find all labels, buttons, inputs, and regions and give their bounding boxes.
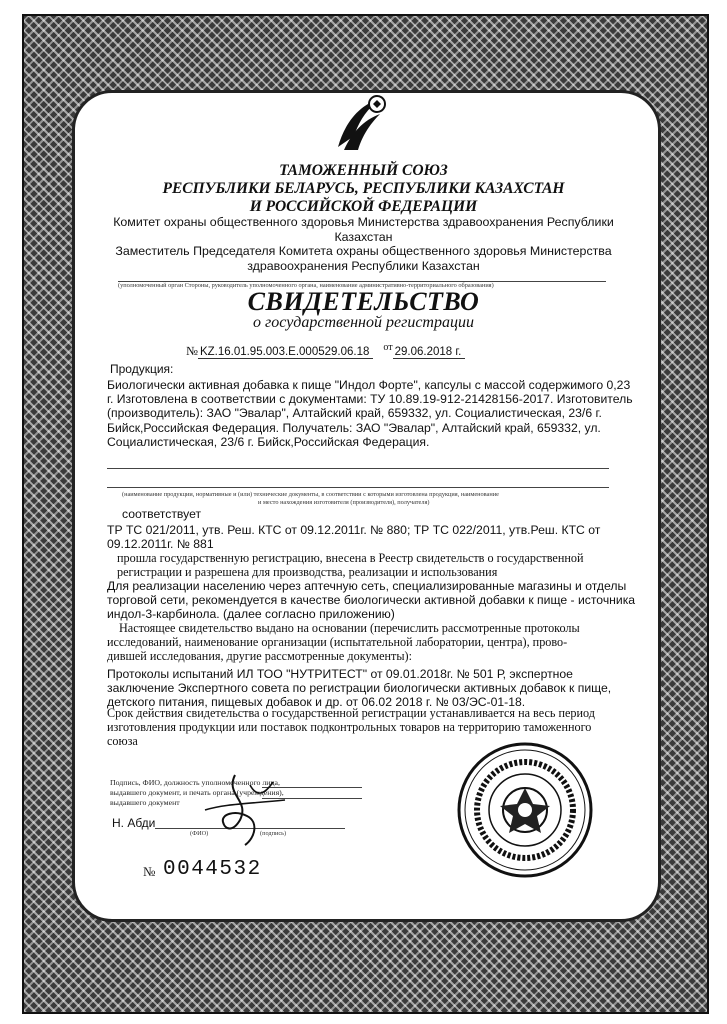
authority-line-2: Заместитель Председателя Комитета охраны общественного здоровья Министерства [115,244,612,258]
serial-number-label: № [143,864,156,879]
authority-line-1: Комитет охраны общественного здоровья Министерства здравоохранения Республики Казахстан [113,215,614,244]
customs-union-emblem-icon [330,92,392,154]
issuing-authority [92,215,635,273]
serial-number: 0044532 [163,858,262,881]
registration-statement [117,551,584,579]
signature-caption-line: выдавшего документ, и печать органа (учреждения), [110,788,284,797]
official-seal-stamp [455,740,595,880]
registration-number-line [186,342,465,359]
organization-title [140,162,587,216]
product-line: Бийск,Российская Федерация. Получатель: ЗАО "Эвалар", Алтайский край, 659332, ул. [107,420,601,435]
protocol-line: детского питания, пищевых добавок и др. от 06.02 2018 г. № 03/ЭС-01-18. [107,695,526,710]
validity-line: изготовления продукции или поставок подконтрольных товаров на территорию таможенного [107,720,592,735]
authority-note: (уполномоченный орган Стороны, руководитель уполномоченного органа, наименование административно-территориального образования) [118,282,494,289]
statement-line: регистрации и разрешена для производства, реализации и использования [117,565,498,580]
product-line: Биологически активная добавка к пище "Индол Форте", капсулы с массой содержимого 0,23 [107,378,631,392]
fio-note: (ФИО) [190,830,209,837]
org-line-2: РЕСПУБЛИКИ БЕЛАРУСЬ, РЕСПУБЛИКИ КАЗАХСТАН [162,180,565,197]
product-label: Продукция: [110,362,174,376]
product-rule-1 [107,468,609,469]
product-rule-2 [107,487,609,488]
signature-caption-line: Подпись, ФИО, должность уполномоченного лица, [110,778,280,787]
standards-line: 09.12.2011г. № 881 [107,537,214,552]
test-protocols [107,667,611,710]
registration-date: 29.06.2018 г. [393,346,466,359]
document-subtitle: о государственной регистрации [253,314,474,331]
handwritten-signature [195,770,295,850]
validity-line: союза [107,734,138,749]
org-line-3: И РОССИЙСКОЙ ФЕДЕРАЦИИ [249,198,478,215]
standards-line: ТР ТС 021/2011, утв. Реш. КТС от 09.12.2011г. № 880; ТР ТС 022/2011, утв.Реш. КТС от [107,523,601,537]
signatory-name: Н. Абди [112,816,156,830]
signature-caption-line: выдавшего документ [110,798,180,807]
sign-note: (подпись) [260,830,287,837]
statement-line: прошла государственную регистрацию, внесена в Реестр свидетельств о государственной [117,551,584,565]
usage-scope [107,579,635,622]
number-label: № [186,343,198,358]
date-label: от [383,342,393,353]
usage-line: торговой сети, рекомендуется в качестве биологически активной добавки к пище - источника [107,593,636,608]
product-line: (производитель): ЗАО "Эвалар", Алтайский край, 659332, ул. Социалистическая, 23/6 г. [107,406,602,421]
product-note-2: и место нахождения изготовителя (производителя), получателя) [258,499,430,506]
usage-line: Для реализации населению через аптечную сеть, специализированные магазины и отделы [107,579,627,593]
protocol-line: Протоколы испытаний ИЛ ТОО "НУТРИТЕСТ" от 09.01.2018г. № 501 Р, экспертное [107,667,573,681]
product-description [107,378,633,449]
product-line: Социалистическая, 23/6 г. Бийск,Российская Федерация. [107,434,430,449]
usage-line: индол-3-карбинола. (далее согласно приложению) [107,607,395,622]
product-note-1: (наименование продукции, нормативные и (или) технические документы, в соответствии с которыми изготовлена продукция, наименование [122,491,499,498]
authority-line-3: здравоохранения Республики Казахстан [247,258,480,273]
conformity-label: соответствует [122,507,202,521]
basis-line: исследований, наименование организации (испытательной лаборатории, центра), прово- [107,635,568,650]
protocol-line: заключение Экспертного совета по регистрации биологически активных добавок к пище, [107,681,612,696]
conformity-standards [107,523,600,551]
validity-line: Срок действия свидетельства о государственной регистрации устанавливается на весь период [107,706,595,720]
basis-statement [107,621,580,664]
registration-number: KZ.16.01.95.003.Е.000529.06.18 [198,346,373,359]
product-line: г. Изготовлена в соответствии с документами: ТУ 10.89.19-912-21428156-2017. Изготовитель [107,392,633,407]
basis-line: Настоящее свидетельство выдано на основании (перечислить рассмотренные протоколы [119,621,580,635]
document-title: СВИДЕТЕЛЬСТВО [247,287,480,316]
org-line-1: ТАМОЖЕННЫЙ СОЮЗ [279,162,448,179]
basis-line: дившей исследования, другие рассмотренные документы): [107,649,412,664]
